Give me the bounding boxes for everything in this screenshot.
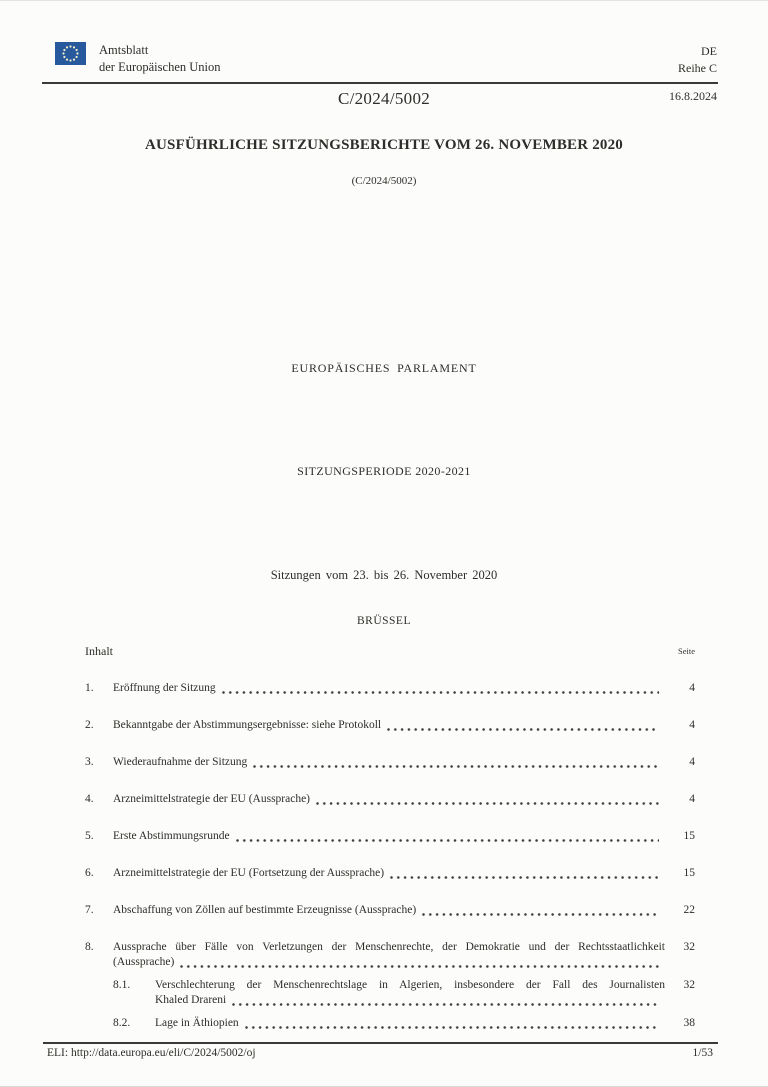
toc-entry-title: Lage in Äthiopien — [155, 1017, 239, 1029]
masthead — [55, 42, 221, 76]
session-period: SITZUNGSPERIODE 2020-2021 — [297, 464, 471, 478]
toc-entry-page: 4 — [689, 719, 695, 731]
document-number: C/2024/5002 — [337, 89, 431, 108]
series-label: Reihe C — [678, 61, 717, 75]
document-number-paren: (C/2024/5002) — [351, 175, 417, 187]
toc-entry-title-continued: Khaled Drareni — [155, 994, 227, 1006]
toc-entry-7 — [85, 903, 695, 918]
toc-entry-8 — [85, 940, 695, 970]
dot-leader — [222, 691, 659, 694]
toc-entry-title: Aussprache über Fälle von Verletzungen der Menschenrechte, der Demokratie und der Rechtsstaatlichkeit — [113, 941, 665, 953]
journal-title — [99, 42, 221, 76]
sessions-line: Sitzungen vom 23. bis 26. November 2020 — [270, 568, 498, 582]
toc-entry-8-1 — [85, 978, 695, 1008]
toc-entry-title: Abschaffung von Zöllen auf bestimmte Erzeugnisse (Aussprache) — [113, 904, 417, 916]
toc-header — [85, 644, 695, 659]
toc-entry-page: 4 — [689, 793, 695, 805]
institution-name: EUROPÄISCHES PARLAMENT — [291, 361, 477, 375]
toc-entry-title: Wiederaufnahme der Sitzung — [113, 756, 248, 768]
toc-entry-number: 7. — [85, 904, 94, 916]
language-series-block — [678, 43, 717, 77]
dot-leader — [236, 839, 659, 842]
toc-entry-title: Erste Abstimmungsrunde — [113, 830, 230, 842]
toc-entry-8-2 — [85, 1016, 695, 1031]
toc-entry-page: 38 — [683, 1017, 695, 1029]
eli-link[interactable]: ELI: http://data.europa.eu/eli/C/2024/5002/oj — [47, 1047, 256, 1059]
dot-leader — [180, 965, 659, 968]
toc-entry-page: 32 — [683, 979, 695, 991]
toc-entry-number: 4. — [85, 793, 94, 805]
language-code: DE — [701, 44, 717, 58]
toc-entry-3 — [85, 755, 695, 770]
publication-date: 16.8.2024 — [669, 89, 717, 103]
table-of-contents — [85, 644, 695, 1031]
toc-entry-number: 1. — [85, 682, 94, 694]
toc-entry-number: 6. — [85, 867, 94, 879]
dot-leader — [387, 728, 659, 731]
toc-entry-title-continued: (Aussprache) — [113, 956, 175, 968]
dot-leader — [245, 1026, 659, 1029]
toc-page-label: Seite — [678, 646, 695, 656]
toc-entry-page: 4 — [689, 756, 695, 768]
toc-entry-number: 2. — [85, 719, 94, 731]
toc-entry-number: 8.1. — [113, 979, 131, 991]
document-title: AUSFÜHRLICHE SITZUNGSBERICHTE VOM 26. NOVEMBER 2020 — [144, 137, 624, 153]
dot-leader — [422, 913, 659, 916]
footer — [47, 1047, 713, 1059]
toc-entry-number: 5. — [85, 830, 94, 842]
journal-title-line2: der Europäischen Union — [99, 60, 221, 74]
page-indicator: 1/53 — [692, 1047, 713, 1059]
toc-entry-page: 15 — [683, 830, 695, 842]
dot-leader — [232, 1003, 659, 1006]
toc-entry-page: 32 — [683, 941, 695, 953]
toc-entry-number: 3. — [85, 756, 94, 768]
header-rule — [42, 82, 718, 84]
toc-entry-number: 8. — [85, 941, 94, 953]
dot-leader — [253, 765, 659, 768]
toc-entry-2 — [85, 718, 695, 733]
toc-heading: Inhalt — [85, 644, 113, 658]
toc-entry-page: 15 — [683, 867, 695, 879]
toc-entry-5 — [85, 829, 695, 844]
toc-entry-page: 22 — [683, 904, 695, 916]
toc-entry-1 — [85, 681, 695, 696]
toc-entry-4 — [85, 792, 695, 807]
toc-entry-title: Verschlechterung der Menschenrechtslage in Algerien, insbesondere der Fall des Journalisten — [155, 979, 665, 991]
journal-title-line1: Amtsblatt — [99, 43, 149, 57]
toc-entry-number: 8.2. — [113, 1017, 131, 1029]
toc-entry-title: Eröffnung der Sitzung — [113, 682, 216, 694]
footer-rule — [43, 1042, 718, 1044]
dot-leader — [390, 876, 659, 879]
eu-flag-icon — [55, 42, 86, 65]
toc-entry-title: Arzneimittelstrategie der EU (Aussprache) — [113, 793, 311, 805]
toc-entry-page: 4 — [689, 682, 695, 694]
toc-entry-title: Arzneimittelstrategie der EU (Fortsetzung der Aussprache) — [113, 867, 385, 879]
toc-entry-title: Bekanntgabe der Abstimmungsergebnisse: siehe Protokoll — [113, 719, 382, 731]
location: BRÜSSEL — [357, 615, 411, 627]
toc-entry-6 — [85, 866, 695, 881]
dot-leader — [316, 802, 659, 805]
